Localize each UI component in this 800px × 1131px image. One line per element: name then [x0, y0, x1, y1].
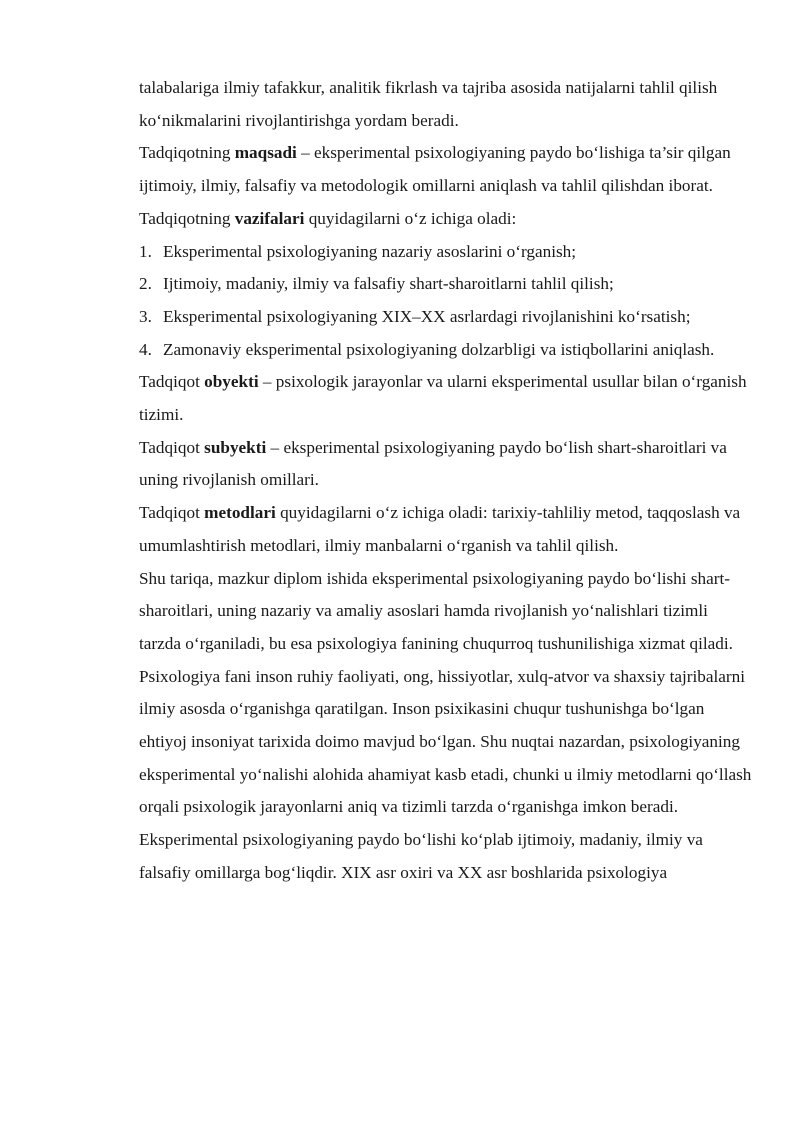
psychology-paragraph: Psixologiya fani inson ruhiy faoliyati, ong, hissiyotlar, xulq-atvor va shaxsiy tajribalarni ilmiy asosda o‘rganishga qaratilgan. Inson psixikasini chuqur tushunishga bo‘lgan ehtiyoj insoniyat tarixida doimo mavjud bo‘lgan. Shu nuqtai nazardan, psixologiyaning eksperimental yo‘nalishi alohida ahamiyat kasb etadi, chunki u ilmiy metodlarni qo‘llash orqali psixologik jarayonlarni aniq va tizimli tarzda o‘rganishga imkon beradi. [139, 666, 752, 817]
goal-prefix: Tadqiqotning [139, 143, 235, 163]
methods-keyword: metodlari [204, 503, 276, 523]
methods-prefix: Tadqiqot [139, 503, 205, 523]
list-item [139, 268, 754, 301]
object-paragraph [139, 366, 754, 431]
tasks-paragraph [139, 203, 754, 236]
list-item-number: 3. [139, 306, 152, 326]
list-item-text: Zamonaviy eksperimental psixologiyaning dolzarbligi va istiqbollarini aniqlash. [163, 339, 715, 359]
object-prefix: Tadqiqot [139, 372, 205, 392]
subject-keyword: subyekti [204, 437, 267, 457]
list-item-number: 1. [139, 241, 152, 261]
origin-paragraph: Eksperimental psixologiyaning paydo bo‘lishi ko‘plab ijtimoiy, madaniy, ilmiy va falsafiy omillarga bog‘liqdir. XIX asr oxiri va XX asr boshlarida psixologiya [139, 830, 703, 882]
tasks-keyword: vazifalari [234, 208, 305, 228]
document-body [139, 72, 754, 890]
subject-text: – eksperimental psixologiyaning paydo bo‘lish shart-sharoitlari va uning rivojlanish omillari. [139, 437, 727, 490]
list-item-number: 4. [139, 339, 152, 359]
list-item-number: 2. [139, 274, 152, 294]
tasks-prefix: Tadqiqotning [139, 208, 235, 228]
object-text: – psixologik jarayonlar va ularni eksperimental usullar bilan o‘rganish tizimi. [139, 372, 747, 425]
tasks-text: quyidagilarni o‘z ichiga oladi: [304, 208, 517, 228]
list-item [139, 334, 754, 367]
methods-paragraph [139, 497, 754, 562]
task-list [139, 236, 754, 367]
list-item [139, 236, 754, 269]
subject-prefix: Tadqiqot [139, 437, 205, 457]
list-item [139, 301, 754, 334]
goal-paragraph [139, 137, 754, 202]
list-item-text: Eksperimental psixologiyaning nazariy asoslarini o‘rganish; [163, 241, 577, 261]
goal-text: – eksperimental psixologiyaning paydo bo‘lishiga ta’sir qilgan ijtimoiy, ilmiy, falsafiy va metodologik omillarni aniqlash va tahlil qilishdan iborat. [139, 143, 731, 196]
summary-paragraph: Shu tariqa, mazkur diplom ishida eksperimental psixologiyaning paydo bo‘lishi shart-sharoitlari, uning nazariy va amaliy asoslari hamda rivojlanish yo‘nalishlari tizimli tarzda o‘rganiladi, bu esa psixologiya fanining chuqurroq tushunilishiga xizmat qiladi. [139, 568, 733, 653]
intro-continuation-paragraph: talabalariga ilmiy tafakkur, analitik fikrlash va tajriba asosida natijalarni tahlil qilish ko‘nikmalarini rivojlantirishga yordam beradi. [139, 78, 718, 130]
methods-text: quyidagilarni o‘z ichiga oladi: tarixiy-tahliliy metod, taqqoslash va umumlashtirish metodlari, ilmiy manbalarni o‘rganish va tahlil qilish. [139, 503, 741, 555]
list-item-text: Eksperimental psixologiyaning XIX–XX asrlardagi rivojlanishini ko‘rsatish; [163, 306, 691, 326]
object-keyword: obyekti [204, 372, 259, 392]
goal-keyword: maqsadi [234, 143, 297, 163]
subject-paragraph [139, 432, 754, 497]
list-item-text: Ijtimoiy, madaniy, ilmiy va falsafiy shart-sharoitlarni tahlil qilish; [163, 274, 614, 294]
